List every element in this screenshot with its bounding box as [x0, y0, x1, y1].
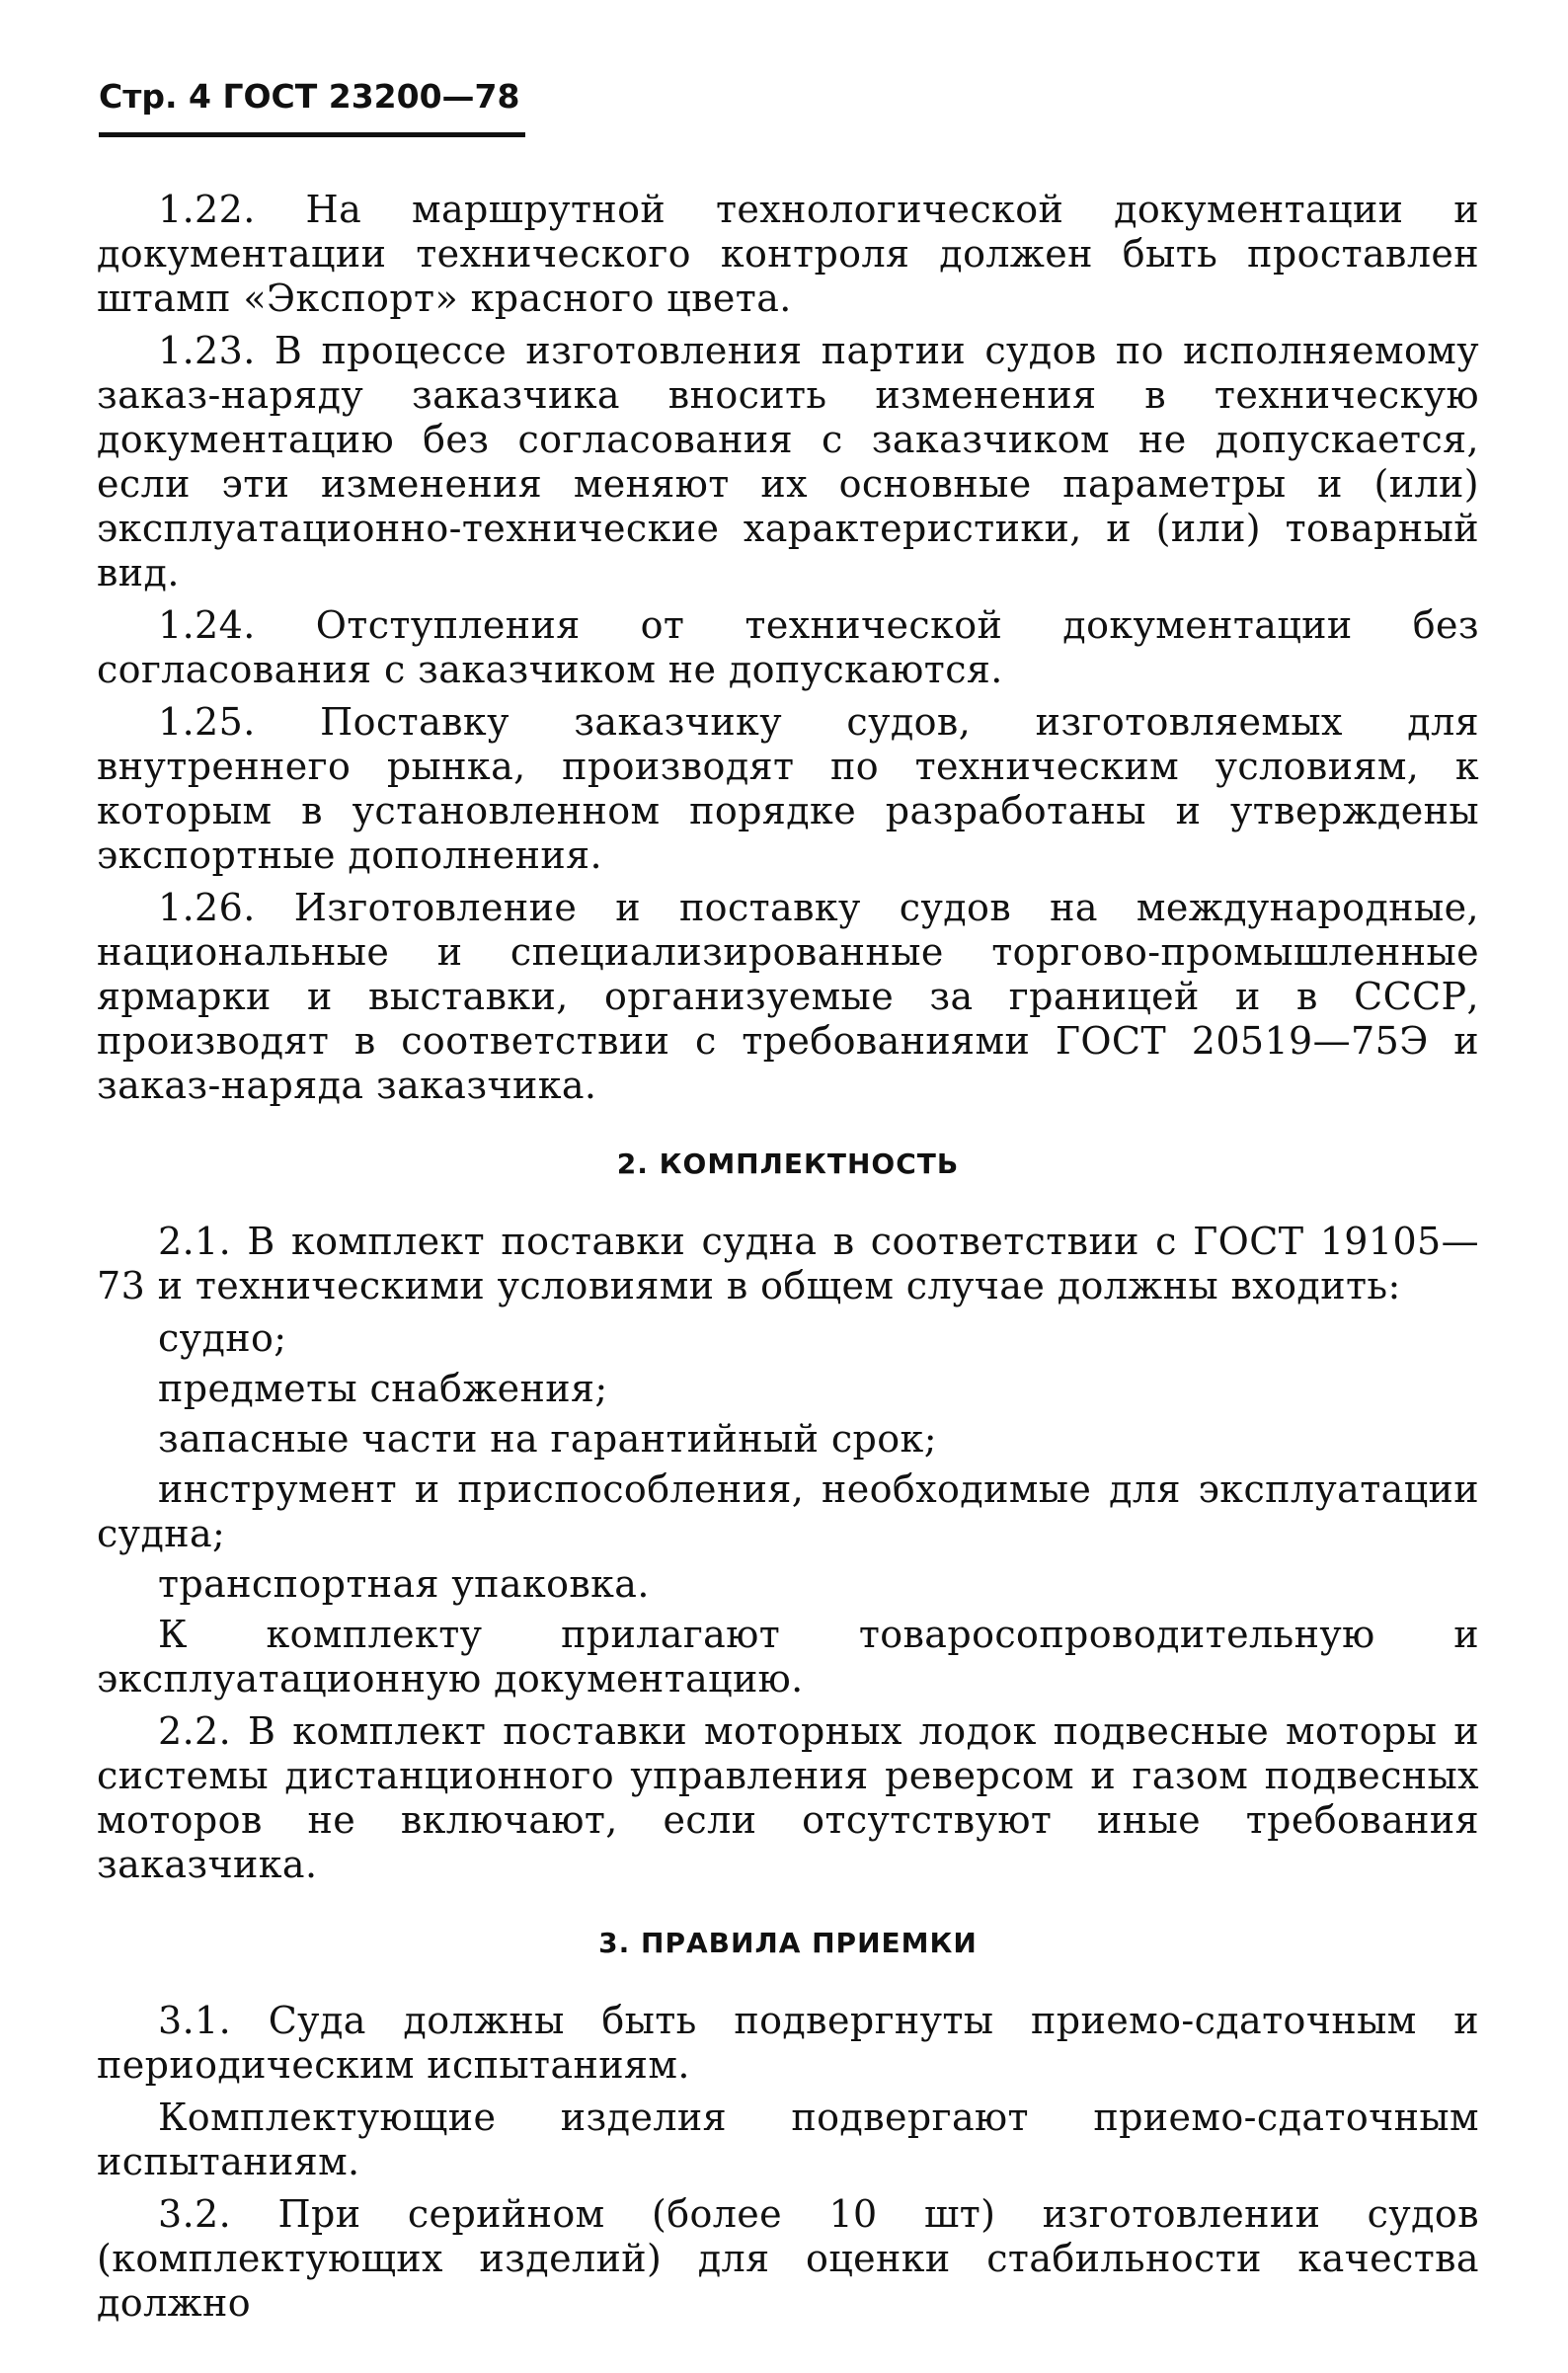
- list-item: запасные части на гарантийный срок;: [158, 1417, 937, 1461]
- list-item: предметы снабжения;: [158, 1367, 608, 1410]
- page-header: Стр. 4 ГОСТ 23200—78: [99, 77, 520, 116]
- paragraph-1-23: 1.23. В процессе изготовления партии судов по исполняемому заказ-наряду заказчика вносить изменения в техническую документацию без согласования с заказчиком не допускается, если эти изменения меняют их основные параметры и (или) эксплуатационно-технические характеристики, и (или) товарный вид.: [97, 329, 1479, 594]
- paragraph-1-25: 1.25. Поставку заказчику судов, изготовляемых для внутреннего рынка, производят по техническим условиям, к которым в установленном порядке разработаны и утверждены экспортные дополнения.: [97, 700, 1479, 877]
- paragraph-2-1-attachment: К комплекту прилагают товаросопроводительную и эксплуатационную документацию.: [97, 1613, 1479, 1701]
- section-heading-3: 3. ПРАВИЛА ПРИЕМКИ: [598, 1927, 978, 1959]
- paragraph-2-1: 2.1. В комплект поставки судна в соответствии с ГОСТ 19105—73 и техническими условиями в общем случае должны входить:: [97, 1220, 1479, 1307]
- list-item: судно;: [158, 1316, 287, 1360]
- paragraph-1-26: 1.26. Изготовление и поставку судов на международные, национальные и специализированные торгово-промышленные ярмарки и выставки, организуемые за границей и в СССР, производят в соответствии с требованиями ГОСТ 20519—75Э и заказ-наряда заказчика.: [97, 886, 1479, 1107]
- header-rule: [99, 132, 525, 137]
- section-heading-2: 2. КОМПЛЕКТНОСТЬ: [616, 1147, 960, 1180]
- paragraph-2-2: 2.2. В комплект поставки моторных лодок подвесные моторы и системы дистанционного управления реверсом и газом подвесных моторов не включают, если отсутствуют иные требования заказчика.: [97, 1709, 1479, 1886]
- paragraph-3-1: 3.1. Суда должны быть подвергнуты приемо-сдаточным и периодическим испытаниям.: [97, 1999, 1479, 2087]
- paragraph-1-24: 1.24. Отступления от технической документации без согласования с заказчиком не допускаются.: [97, 603, 1479, 691]
- paragraph-1-22: 1.22. На маршрутной технологической документации и документации технического контроля должен быть проставлен штамп «Экспорт» красного цвета.: [97, 188, 1479, 320]
- list-item: инструмент и приспособления, необходимые для эксплуатации судна;: [97, 1467, 1479, 1555]
- paragraph-3-2: 3.2. При серийном (более 10 шт) изготовлении судов (комплектующих изделий) для оценки стабильности качества должно: [97, 2192, 1479, 2325]
- list-item: транспортная упаковка.: [158, 1562, 650, 1606]
- paragraph-3-1-components: Комплектующие изделия подвергают приемо-сдаточным испытаниям.: [97, 2096, 1479, 2183]
- document-body: [97, 188, 1479, 2333]
